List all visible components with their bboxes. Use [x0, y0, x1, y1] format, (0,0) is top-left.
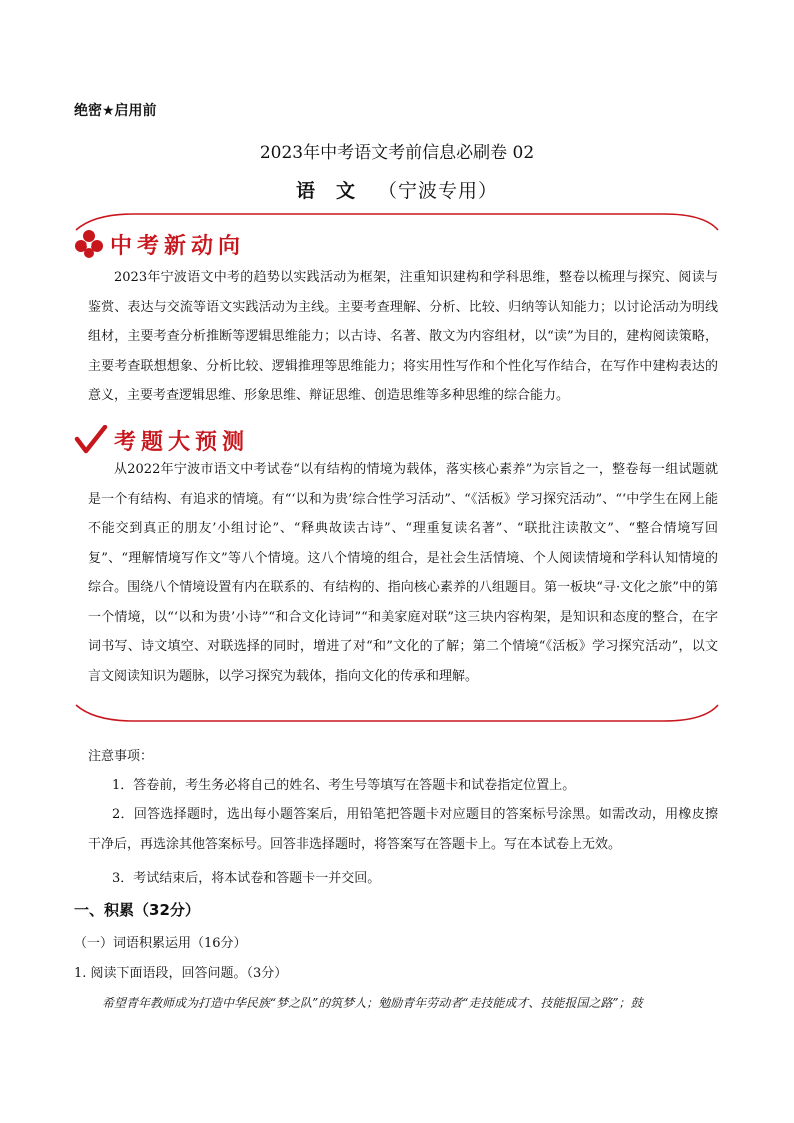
section-heading: 一、积累（32分） [74, 901, 200, 919]
flower-icon [74, 229, 104, 259]
page-title: 2023年中考语文考前信息必刷卷 02 [259, 143, 535, 163]
page-subtitle [0, 176, 794, 203]
trend-heading [74, 228, 245, 260]
trend-paragraph [88, 263, 718, 411]
frame-bottom-decoration [74, 703, 720, 723]
trend-paragraph-text: 2023年宁波语文中考的趋势以实践活动为框架，注重知识建构和学科思维，整卷以梳理与探究、阅读与鉴赏、表达与交流等语文实践活动为主线。主要考查理解、分析、比较、归纳等认知能力；以讨论活动为明线组材，主要考查分析推断等逻辑思维能力；以古诗、名著、散文为内容组材，以“读”为目的，建构阅读策略，主要考查联想想象、分析比较、逻辑推理等思维能力；将实用性写作和个性化写作结合，在写作中建构表达的意义，主要考查逻辑思维、形象思维、辩证思维、创造思维等多种思维的综合能力。 [88, 270, 718, 403]
note-item: 2．回答选择题时，选出每小题答案后，用铅笔把答题卡对应题目的答案标号涂黑。如需改动，用橡皮擦干净后，再选涂其他答案标号。回答非选择题时，将答案写在答题卡上。写在本试卷上无效。 [88, 807, 718, 852]
predict-heading-text: 考题大预测 [114, 429, 250, 455]
note-item: 3．考试结束后，将本试卷和答题卡一并交回。 [112, 871, 381, 886]
subject-note: （宁波专用） [378, 180, 499, 202]
predict-paragraph [88, 455, 718, 691]
predict-paragraph-text: 从2022年宁波市语文中考试卷“以有结构的情境为载体，落实核心素养”为宗旨之一，整卷每一组试题就是一个有结构、有追求的情境。有“‘以和为贵’综合性学习活动”、“《活板》学习探究活动”、“‘中学生在网上能不能交到真正的朋友’小组讨论”、“释典故读古诗”、“理重复读名著”、“联批注读散文”、“整合情境写回复”、“理解情境写作文”等八个情境。这八个情境的组合，是社会生活情境、个人阅读情境和学科认知情境的综合。围绕八个情境设置有内在联系的、有结构的、指向核心素养的八组题目。第一板块“寻·文化之旅”中的第一个情境，以“‘以和为贵’小诗”“和合文化诗词”“和美家庭对联”这三块内容构架，是知识和态度的整合，在字词书写、诗文填空、对联选择的同时，增进了对“和”文化的了解；第二个情境“《活板》学习探究活动”，以文言文阅读知识为题脉，以学习探究为载体，指向文化的传承和理解。 [88, 462, 718, 684]
subject-label: 语 文 [295, 180, 356, 202]
question-1: 1. 阅读下面语段，回答问题。（3分） [74, 966, 288, 981]
question-1-passage: 希望青年教师成为打造中华民族“梦之队”的筑梦人；勉励青年劳动者“走技能成才、技能报国之路”；鼓 [102, 996, 643, 1010]
trend-heading-text: 中考新动向 [110, 233, 246, 259]
note-item: 1．答卷前，考生务必将自己的姓名、考生号等填写在答题卡和试卷指定位置上。 [112, 778, 576, 793]
notes-title: 注意事项： [88, 749, 154, 764]
predict-heading [74, 424, 249, 456]
subsection-heading: （一）词语积累运用（16分） [74, 936, 247, 951]
checkmark-icon [74, 425, 108, 455]
confidential-label: 绝密★启用前 [74, 103, 157, 119]
